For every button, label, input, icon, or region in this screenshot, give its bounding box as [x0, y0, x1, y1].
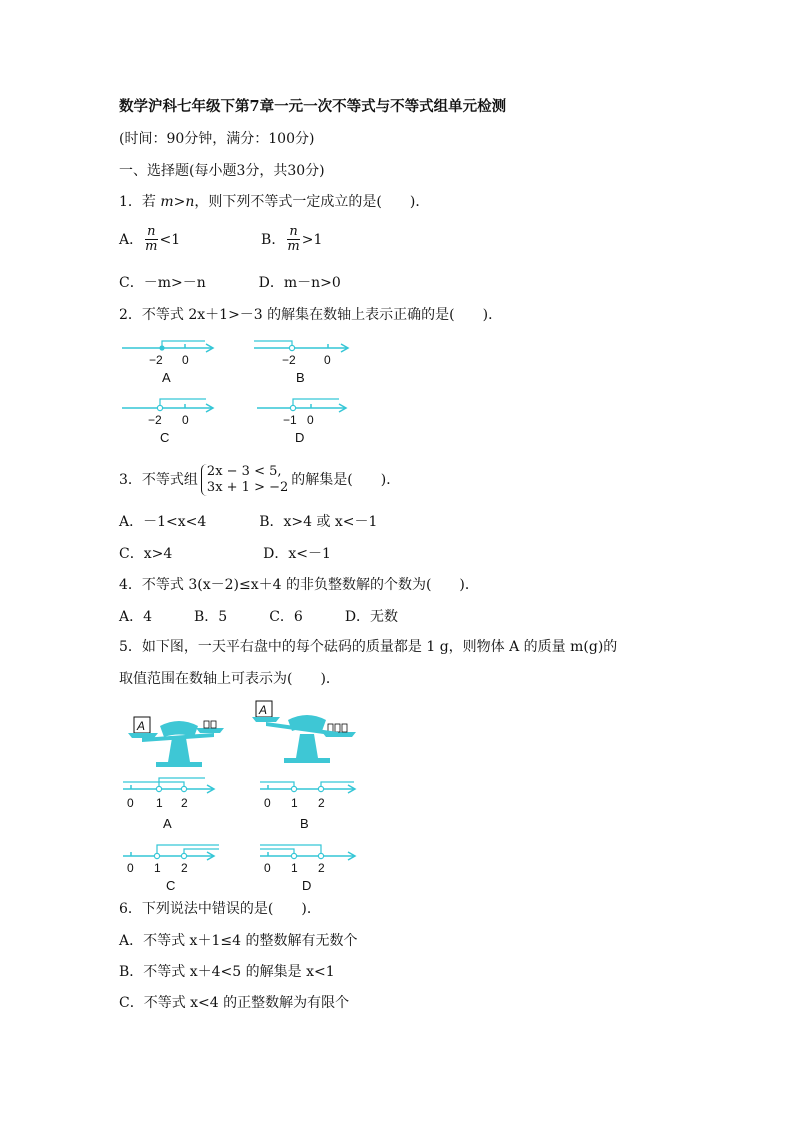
q2-number-line-c	[120, 398, 220, 448]
figure-label: A	[162, 370, 171, 385]
option-a: A． $\frac{n}{m}$ <1	[119, 224, 181, 254]
inequality-system: 2x − 3 < 5, 3x + 1 > −2	[201, 464, 288, 496]
q5-number-line-a	[121, 776, 231, 836]
tick-label: 0	[127, 861, 134, 875]
question-3-options-cd	[119, 545, 331, 563]
tick-label: 2	[181, 796, 188, 810]
question-6-option-b: B．不等式 x＋4<5 的解集是 x<1	[119, 964, 335, 980]
section-heading: 一、选择题(每小题3分，共30分)	[119, 163, 325, 179]
option-d: D．x<－1	[263, 546, 331, 562]
tick-label: −2	[282, 353, 296, 367]
figure-label: B	[296, 370, 305, 385]
question-5-line-1: 5．如下图，一天平右盘中的每个砝码的质量都是 1 g，则物体 A 的质量 m(g)的	[119, 639, 618, 655]
question-1: 1．若 m>n，则下列不等式一定成立的是( )．	[119, 194, 430, 210]
question-3-options-ab	[119, 513, 377, 531]
question-6-option-a: A．不等式 x＋1≤4 的整数解有无数个	[119, 933, 358, 949]
tick-label: 0	[182, 353, 189, 367]
tick-label: 0	[264, 861, 271, 875]
tick-label: 0	[127, 796, 134, 810]
figure-label: C	[166, 878, 176, 893]
document-title: 数学沪科七年级下第7章一元一次不等式与不等式组单元检测	[119, 98, 507, 115]
tick-label: 0	[182, 413, 189, 427]
q2-number-line-b	[252, 340, 352, 390]
figure-label: D	[302, 878, 312, 893]
tick-label: 1	[291, 861, 298, 875]
exam-info: (时间：90分钟，满分：100分)	[119, 131, 315, 147]
option-c: C．－m>－n	[119, 275, 206, 291]
object-label: A	[259, 703, 268, 717]
question-1-options-cd	[119, 274, 341, 292]
tick-label: −2	[148, 413, 162, 427]
tick-label: 1	[156, 796, 163, 810]
tick-label: 0	[264, 796, 271, 810]
option-d: D．m－n>0	[258, 275, 341, 291]
tick-label: 2	[318, 861, 325, 875]
question-6-option-c: C．不等式 x<4 的正整数解为有限个	[119, 995, 350, 1011]
option-c: C．x>4	[119, 546, 173, 562]
question-3: 3．不等式组 2x − 3 < 5, 3x + 1 > −2 的解集是( )．	[119, 464, 401, 495]
tick-label: −1	[283, 413, 297, 427]
q5-number-line-c	[121, 840, 231, 895]
tick-label: 0	[324, 353, 331, 367]
q5-number-line-b	[258, 776, 368, 836]
balance-scale-right	[252, 698, 362, 762]
question-2: 2．不等式 2x＋1>－3 的解集在数轴上表示正确的是( )．	[119, 307, 503, 323]
option-a: A．－1<x<4	[119, 514, 207, 530]
question-1-options-ab	[119, 225, 322, 254]
tick-label: 1	[291, 796, 298, 810]
figure-label: A	[163, 816, 172, 831]
tick-label: 2	[181, 861, 188, 875]
question-6: 6．下列说法中错误的是( )．	[119, 901, 321, 917]
q5-number-line-d	[258, 840, 368, 895]
q2-number-line-d	[255, 398, 355, 448]
balance-scale-left	[124, 704, 234, 768]
figure-label: C	[160, 430, 170, 445]
option-b: B． $\frac{n}{m}$ >1	[261, 224, 323, 254]
question-5-line-2: 取值范围在数轴上可表示为( )．	[119, 671, 340, 687]
option-b: B．x>4 或 x<－1	[259, 514, 378, 530]
tick-label: 1	[154, 861, 161, 875]
question-4-options: A．4 B．5 C．6 D．无数	[119, 609, 399, 625]
tick-label: −2	[149, 353, 163, 367]
fraction: $\frac{n}{m}$	[287, 224, 300, 254]
object-label: A	[137, 719, 146, 733]
q2-number-line-a	[120, 340, 220, 390]
tick-label: 0	[307, 413, 314, 427]
figure-label: D	[295, 430, 305, 445]
question-4: 4．不等式 3(x－2)≤x＋4 的非负整数解的个数为( )．	[119, 577, 479, 593]
fraction: $\frac{n}{m}$	[145, 224, 158, 254]
tick-label: 2	[318, 796, 325, 810]
figure-label: B	[300, 816, 309, 831]
